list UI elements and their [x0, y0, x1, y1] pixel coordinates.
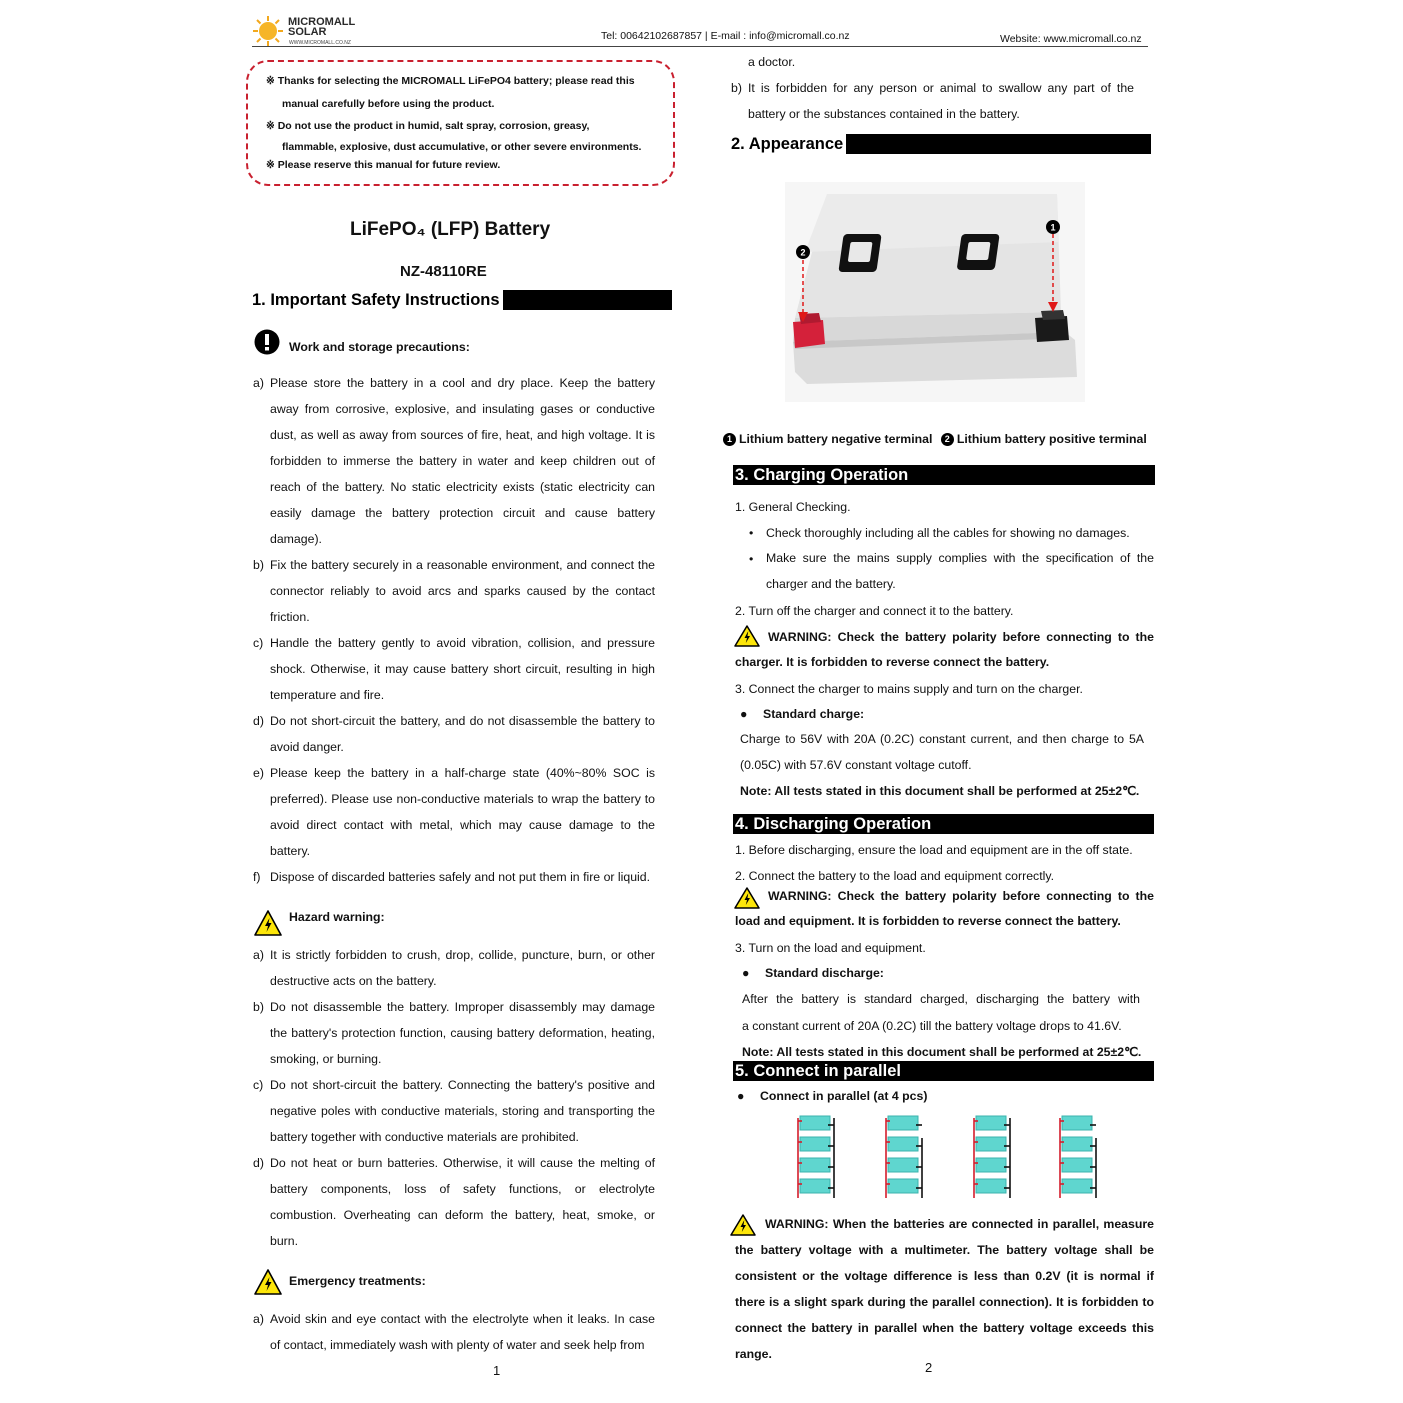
list-item: a) Avoid skin and eye contact with the electrolyte when it leaks. In case of contact, immediately wash with plenty of water and seek help from	[253, 1312, 655, 1352]
terminal-legend: 1 Lithium battery negative terminal 2 Lithium battery positive terminal	[723, 432, 1147, 446]
charging-check-2: Make sure the mains supply complies with the specification of the charger and the battery.	[766, 551, 1154, 591]
notice-line: ※ Do not use the product in humid, salt spray, corrosion, greasy,	[266, 120, 590, 132]
notice-line: ※ Thanks for selecting the MICROMALL LiFePO4 battery; please read this	[266, 75, 635, 87]
hazard-warning-heading: Hazard warning:	[289, 910, 385, 924]
charging-check-1: Check thoroughly including all the cables for showing no damages.	[766, 526, 1130, 540]
battery-group	[798, 1116, 834, 1198]
list-item: d) Do not short-circuit the battery, and do not disassemble the battery to avoid danger.	[253, 714, 655, 754]
header-rule	[252, 46, 1148, 47]
logo-line1: MICROMALL	[288, 16, 356, 28]
battery-cell	[1062, 1116, 1092, 1130]
company-logo	[252, 15, 367, 47]
list-item: e) Please keep the battery in a half-charge state (40%~80% SOC is preferred). Please use non-conductive materials to wrap the battery to avoid direct contact with metal, which may cause damage to the battery.	[253, 766, 655, 858]
page-number: 2	[925, 1360, 933, 1375]
battery-cell	[800, 1179, 830, 1193]
sun-logo-icon	[252, 15, 284, 47]
parallel-wiring-diagram	[790, 1108, 1105, 1203]
standard-discharge-line1: After the battery is standard charged, discharging the battery with	[742, 992, 1140, 1006]
list-item: f) Dispose of discarded batteries safely and not put them in fire or liquid.	[253, 870, 651, 884]
section5-heading: 5. Connect in parallel	[733, 1061, 1154, 1081]
list-item: b) Do not disassemble the battery. Improper disassembly may damage the battery's protection function, causing battery deformation, heating, smoking, or burning.	[253, 1000, 655, 1066]
bullet-dot: •	[749, 526, 754, 540]
notice-line: manual carefully before using the product.	[282, 97, 495, 110]
work-precautions-heading: Work and storage precautions:	[289, 340, 470, 354]
battery-cell	[976, 1158, 1006, 1172]
doc-title: LiFePO₄ (LFP) Battery	[350, 219, 551, 240]
discharging-note: Note: All tests stated in this document shall be performed at 25±2℃.	[742, 1045, 1142, 1059]
notice-line: flammable, explosive, dust accumulative, or other severe environments.	[282, 140, 642, 153]
battery-group	[974, 1116, 1010, 1198]
battery-cell	[976, 1137, 1006, 1151]
section3-heading: 3. Charging Operation	[733, 465, 1155, 485]
list-item: d) Do not heat or burn batteries. Otherwise, it will cause the melting of battery components, loss of safety functions, or electrolyte combustion. Overheating can deform the battery, heat, smoke, or burn.	[253, 1156, 655, 1248]
standard-discharge-heading: Standard discharge:	[765, 966, 884, 980]
bullet-dot: ●	[737, 1089, 745, 1103]
battery-cell	[1062, 1179, 1092, 1193]
battery-cell	[888, 1179, 918, 1193]
standard-discharge-line2: a constant current of 20A (0.2C) till the battery voltage drops to 41.6V.	[742, 1019, 1122, 1033]
list-item: a) It is strictly forbidden to crush, drop, collide, puncture, burn, or other destructive acts on the battery.	[253, 948, 655, 988]
list-item: c) Do not short-circuit the battery. Connecting the battery's positive and negative poles with conductive materials, storing and transporting the battery together with conductive materials are prohibited.	[253, 1078, 655, 1144]
header-website: Website: www.micromall.co.nz	[1000, 33, 1142, 45]
battery-group	[1060, 1116, 1096, 1198]
section1-heading: 1. Important Safety Instructions	[252, 290, 672, 310]
battery-cell	[1062, 1137, 1092, 1151]
callout-1: 1	[1050, 222, 1056, 233]
logo-line2: SOLAR	[288, 26, 327, 38]
bullet-dot: ●	[740, 707, 748, 721]
hazard-warning-icon	[254, 1268, 282, 1296]
hazard-warning-icon	[254, 909, 282, 937]
battery-cell	[888, 1158, 918, 1172]
charging-warning: WARNING: Check the battery polarity before connecting to the charger. It is forbidden to reverse connect the battery.	[735, 630, 1154, 669]
emergency-heading: Emergency treatments:	[289, 1274, 426, 1288]
discharging-step-1: 1. Before discharging, ensure the load and equipment are in the off state.	[735, 843, 1133, 857]
battery-cell	[976, 1179, 1006, 1193]
notice-box	[246, 60, 675, 186]
list-item: a) Please store the battery in a cool and dry place. Keep the battery away from corrosive, explosive, and insulating gases or conductive dust, as well as away from sources of fire, heat, and high voltage. It is forbidden to immerse the battery in water and keep children out of reach of the battery. No static electricity exists (static electricity can easily damage the battery protection circuit and cause battery damage).	[253, 376, 655, 546]
battery-cell	[800, 1158, 830, 1172]
battery-cell	[976, 1116, 1006, 1130]
notice-line: ※ Please reserve this manual for future review.	[266, 158, 501, 171]
logo-sub: WWW.MICROMALL.CO.NZ	[289, 40, 351, 46]
list-item: b) Fix the battery securely in a reasonable environment, and connect the connector reliably to avoid arcs and sparks caused by the contact friction.	[253, 558, 655, 624]
battery-group	[886, 1116, 922, 1198]
section2-heading: 2. Appearance	[731, 134, 1151, 154]
section4-heading: 4. Discharging Operation	[733, 814, 1154, 834]
bullet-dot: •	[749, 552, 754, 566]
page-number: 1	[493, 1363, 501, 1378]
parallel-bullet: Connect in parallel (at 4 pcs)	[760, 1089, 928, 1103]
parallel-warning: WARNING: When the batteries are connected in parallel, measure the battery voltage with a multimeter. The battery voltage shall be consistent or the voltage difference is less than 0.2V (it is normal if there is a slight spark during the parallel connection). It is forbidden to connect the battery in parallel when the battery voltage exceeds this range.	[735, 1217, 1154, 1361]
discharging-warning: WARNING: Check the battery polarity before connecting to the load and equipment. It is forbidden to reverse connect the battery.	[735, 889, 1154, 928]
battery-cell	[1062, 1158, 1092, 1172]
list-item: b) It is forbidden for any person or animal to swallow any part of the battery or the substances contained in the battery.	[731, 81, 1134, 121]
header-contact: Tel: 00642102687857 | E-mail : info@micromall.co.nz	[601, 30, 850, 42]
battery-cell	[888, 1137, 918, 1151]
callout-2: 2	[800, 247, 806, 258]
standard-charge-text: Charge to 56V with 20A (0.2C) constant current, and then charge to 5A (0.05C) with 57.6V constant voltage cutoff.	[740, 732, 1144, 772]
callout-badge-1: 1	[723, 433, 736, 446]
battery-cell	[888, 1116, 918, 1130]
charging-step-1: 1. General Checking.	[735, 500, 851, 514]
battery-appearance-image	[785, 182, 1085, 402]
discharging-step-3: 3. Turn on the load and equipment.	[735, 941, 926, 955]
standard-charge-heading: Standard charge:	[763, 707, 865, 721]
continuation-text: a doctor.	[748, 55, 796, 69]
charging-step-3: 3. Connect the charger to mains supply and turn on the charger.	[735, 682, 1083, 696]
battery-cell	[800, 1116, 830, 1130]
model-number: NZ-48110RE	[400, 263, 487, 280]
callout-badge-2: 2	[941, 433, 954, 446]
bullet-dot: ●	[742, 966, 750, 980]
charging-note: Note: All tests stated in this document shall be performed at 25±2℃.	[740, 784, 1140, 798]
battery-cell	[800, 1137, 830, 1151]
charging-step-2: 2. Turn off the charger and connect it to the battery.	[735, 604, 1014, 618]
discharging-step-2: 2. Connect the battery to the load and equipment correctly.	[735, 869, 1054, 883]
list-item: c) Handle the battery gently to avoid vibration, collision, and pressure shock. Otherwise, it may cause battery short circuit, resulting in high temperature and fire.	[253, 636, 655, 702]
exclamation-icon	[254, 329, 280, 355]
